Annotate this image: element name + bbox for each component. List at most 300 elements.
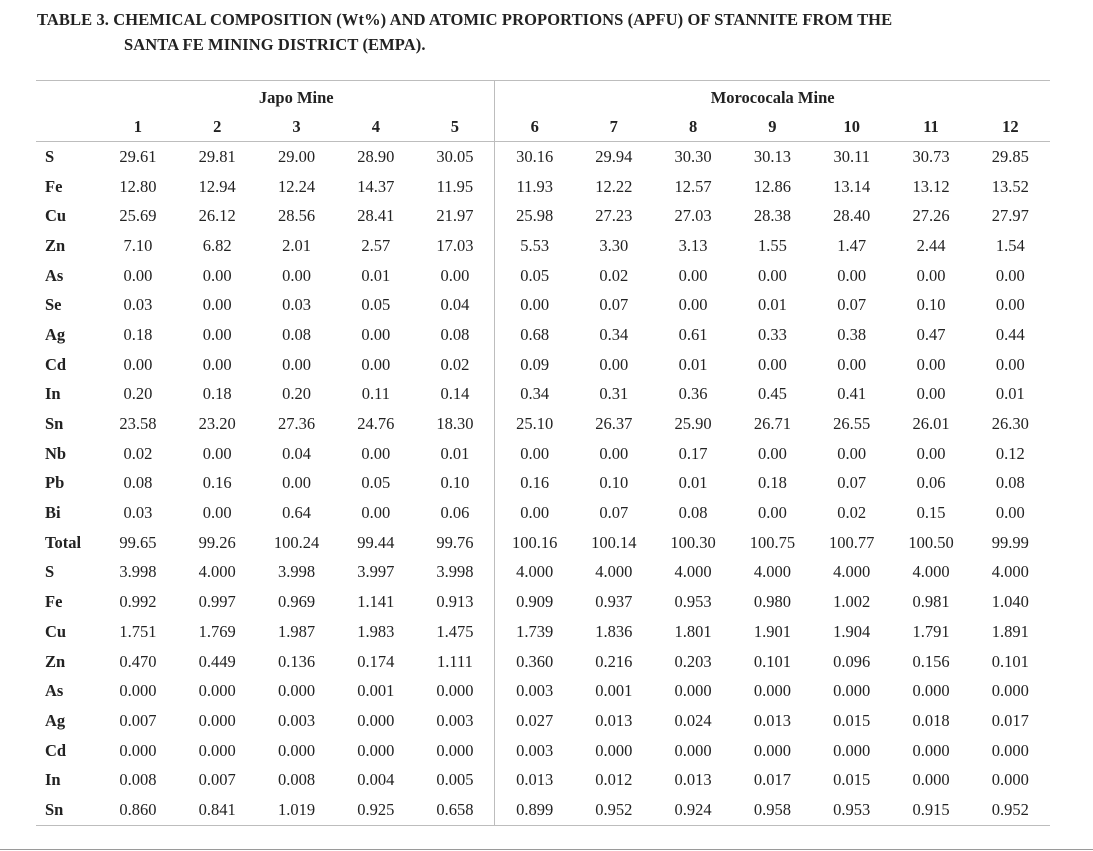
table-cell: 13.52	[991, 176, 1029, 196]
table-cell: 0.03	[282, 295, 311, 315]
table-cell: 0.16	[202, 473, 232, 493]
table-cell: 29.61	[119, 146, 157, 166]
table-cell: 0.00	[123, 354, 153, 374]
table-cell: 0.00	[916, 384, 946, 404]
table-cell: 0.953	[812, 795, 891, 825]
table-cell: 1.801	[674, 621, 712, 641]
table-row	[36, 469, 1050, 499]
table-cell: 0.00	[495, 498, 574, 528]
row-label: Fe	[45, 592, 63, 612]
table-cell: 27.03	[674, 206, 712, 226]
table-cell: 0.012	[595, 770, 633, 790]
table-cell: 1.019	[257, 795, 336, 825]
table-cell: 99.26	[198, 532, 236, 552]
table-row	[36, 231, 1050, 261]
table-cell: 12.22	[595, 176, 633, 196]
table-cell: 0.00	[757, 265, 787, 285]
row-label: Cd	[45, 354, 67, 374]
table-row	[36, 409, 1050, 439]
table-row	[36, 142, 1050, 172]
table-cell: 0.470	[119, 651, 157, 671]
group-header-japo: Japo Mine	[258, 87, 334, 107]
table-cell: 0.013	[495, 765, 574, 795]
table-cell: 99.99	[991, 532, 1029, 552]
table-cell: 30.13	[753, 146, 791, 166]
table-cell: 1.040	[991, 592, 1029, 612]
table-cell: 0.156	[912, 651, 950, 671]
table-cell: 1.54	[995, 235, 1025, 255]
table-cell: 0.02	[440, 354, 470, 374]
table-cell: 0.02	[837, 503, 867, 523]
table-row	[36, 647, 1050, 677]
table-cell: 26.55	[833, 414, 871, 434]
table-cell: 0.00	[495, 439, 574, 469]
table-cell: 4.000	[753, 562, 791, 582]
table-cell: 0.952	[971, 795, 1050, 825]
table-cell: 0.017	[991, 710, 1029, 730]
table-cell: 1.111	[436, 651, 473, 671]
table-cell: 1.002	[833, 592, 871, 612]
table-cell: 0.02	[123, 443, 153, 463]
table-cell: 0.68	[495, 320, 574, 350]
table-cell: 0.08	[123, 473, 153, 493]
table-cell: 0.00	[123, 265, 153, 285]
table-row	[36, 350, 1050, 380]
table-cell: 0.003	[495, 736, 574, 766]
row-label: S	[45, 146, 55, 166]
table-cell: 5.53	[495, 231, 574, 261]
table-cell: 1.791	[912, 621, 950, 641]
table-container	[36, 80, 1050, 826]
table-cell: 0.00	[995, 265, 1025, 285]
table-cell: 0.07	[599, 503, 629, 523]
row-label: Sn	[36, 795, 98, 825]
table-cell: 0.00	[995, 295, 1025, 315]
composition-table	[36, 80, 1050, 826]
table-cell: 0.10	[916, 295, 946, 315]
column-header: 7	[574, 112, 653, 142]
table-cell: 0.45	[757, 384, 787, 404]
table-cell: 0.41	[837, 384, 867, 404]
table-cell: 0.08	[995, 473, 1025, 493]
table-cell: 0.00	[202, 443, 232, 463]
table-cell: 28.40	[833, 206, 871, 226]
table-cell: 0.08	[440, 324, 470, 344]
table-cell: 0.013	[595, 710, 633, 730]
table-cell: 100.30	[670, 532, 716, 552]
table-cell: 2.44	[916, 235, 946, 255]
table-cell: 0.000	[991, 681, 1029, 701]
table-cell: 0.15	[916, 503, 946, 523]
table-cell: 0.00	[202, 265, 232, 285]
table-cell: 25.10	[495, 409, 574, 439]
table-cell: 2.57	[361, 235, 391, 255]
table-cell: 0.09	[495, 350, 574, 380]
column-header: 5	[415, 112, 494, 142]
table-cell: 1.141	[357, 592, 395, 612]
row-label: Ag	[45, 710, 66, 730]
table-cell: 0.03	[123, 295, 153, 315]
table-cell: 4.000	[595, 562, 633, 582]
table-cell: 0.007	[119, 710, 157, 730]
table-cell: 0.000	[357, 710, 395, 730]
table-cell: 0.34	[495, 380, 574, 410]
table-cell: 1.987	[277, 621, 316, 641]
table-cell: 7.10	[123, 235, 153, 255]
table-cell: 6.82	[202, 235, 232, 255]
table-cell: 3.997	[357, 562, 395, 582]
table-cell: 4.000	[674, 562, 712, 582]
table-cell: 0.05	[495, 261, 574, 291]
table-cell: 0.05	[361, 473, 391, 493]
table-cell: 0.007	[198, 770, 236, 790]
table-cell: 0.00	[440, 265, 470, 285]
table-cell: 0.027	[495, 706, 574, 736]
group-header-morococala: Morococala Mine	[495, 81, 1050, 112]
table-cell: 0.000	[753, 681, 791, 701]
table-cell: 26.37	[595, 414, 633, 434]
table-cell: 30.05	[436, 146, 474, 166]
table-cell: 100.14	[591, 532, 637, 552]
table-cell: 0.16	[495, 469, 574, 499]
table-cell: 0.00	[837, 443, 867, 463]
table-cell: 0.003	[495, 676, 574, 706]
table-row	[36, 558, 1050, 588]
table-cell: 0.34	[599, 324, 629, 344]
table-cell: 0.008	[277, 770, 316, 790]
table-cell: 1.751	[119, 621, 157, 641]
table-cell: 0.47	[916, 324, 946, 344]
table-cell: 0.31	[599, 384, 629, 404]
table-cell: 99.65	[119, 532, 157, 552]
table-cell: 24.76	[357, 414, 395, 434]
row-label: Bi	[45, 503, 61, 523]
column-header: 8	[653, 112, 732, 142]
table-cell: 4.000	[833, 562, 871, 582]
table-cell: 0.000	[119, 740, 157, 760]
column-header: 6	[495, 112, 574, 142]
table-cell: 12.57	[674, 176, 712, 196]
table-cell: 0.00	[599, 443, 629, 463]
table-cell: 0.005	[436, 770, 474, 790]
table-cell: 0.860	[98, 795, 177, 825]
table-row	[36, 765, 1050, 795]
table-cell: 0.000	[674, 740, 712, 760]
table-cell: 0.07	[599, 295, 629, 315]
table-cell: 3.998	[119, 562, 157, 582]
table-cell: 1.983	[357, 621, 395, 641]
table-cell: 29.85	[991, 146, 1029, 166]
table-cell: 0.980	[753, 592, 791, 612]
table-cell: 1.47	[837, 235, 867, 255]
table-cell: 0.000	[595, 740, 633, 760]
table-cell: 3.30	[599, 235, 629, 255]
table-cell: 26.71	[753, 414, 791, 434]
column-header: 3	[257, 112, 336, 142]
table-cell: 0.101	[991, 651, 1029, 671]
table-cell: 0.00	[282, 473, 311, 493]
column-header: 1	[98, 112, 177, 142]
row-label: In	[45, 770, 61, 790]
table-cell: 0.00	[599, 354, 629, 374]
table-cell: 0.00	[757, 503, 787, 523]
table-cell: 0.981	[912, 592, 950, 612]
row-label: Nb	[45, 443, 67, 463]
table-cell: 0.44	[995, 324, 1025, 344]
table-cell: 0.10	[440, 473, 470, 493]
table-cell: 0.915	[891, 795, 970, 825]
table-cell: 99.44	[357, 532, 395, 552]
table-cell: 30.11	[833, 146, 870, 166]
table-cell: 0.00	[757, 443, 787, 463]
group-header-blank	[36, 81, 98, 112]
table-cell: 0.06	[440, 503, 470, 523]
table-row	[36, 261, 1050, 291]
table-cell: 0.64	[282, 503, 311, 523]
table-cell: 0.08	[678, 503, 708, 523]
row-label: Cu	[45, 621, 67, 641]
row-label: Ag	[45, 324, 66, 344]
table-cell: 0.05	[361, 295, 391, 315]
table-cell: 0.913	[436, 592, 474, 612]
table-cell: 29.00	[277, 146, 316, 166]
table-cell: 0.06	[916, 473, 946, 493]
table-cell: 0.08	[282, 324, 311, 344]
table-row	[36, 380, 1050, 410]
table-cell: 0.000	[833, 681, 871, 701]
table-cell: 0.00	[361, 354, 391, 374]
table-cell: 26.30	[991, 414, 1029, 434]
table-cell: 27.97	[991, 206, 1029, 226]
caption-line-1: TABLE 3. CHEMICAL COMPOSITION (Wt%) AND ATOMIC PROPORTIONS (APFU) OF STANNITE FROM THE	[37, 10, 893, 29]
table-row	[36, 320, 1050, 350]
table-cell: 0.17	[678, 443, 708, 463]
table-row	[36, 201, 1050, 231]
table-cell: 0.018	[912, 710, 950, 730]
table-cell: 0.00	[202, 324, 232, 344]
table-cell: 0.001	[357, 681, 395, 701]
table-cell: 0.013	[753, 710, 791, 730]
table-row	[36, 617, 1050, 647]
table-cell: 0.00	[678, 265, 708, 285]
table-cell: 0.00	[916, 265, 946, 285]
table-cell: 0.01	[757, 295, 787, 315]
table-cell: 0.841	[178, 795, 257, 825]
table-cell: 99.76	[436, 532, 474, 552]
table-row	[36, 795, 1050, 825]
table-cell: 0.00	[282, 265, 311, 285]
table-cell: 0.00	[361, 324, 391, 344]
table-cell: 0.000	[912, 681, 950, 701]
table-cell: 0.000	[277, 681, 316, 701]
table-cell: 0.03	[123, 503, 153, 523]
table-cell: 1.904	[833, 621, 871, 641]
table-cell: 0.015	[833, 710, 871, 730]
table-cell: 27.36	[277, 414, 316, 434]
table-cell: 1.739	[495, 617, 574, 647]
table-cell: 0.203	[674, 651, 712, 671]
table-cell: 0.36	[678, 384, 708, 404]
table-cell: 4.000	[495, 558, 574, 588]
table-cell: 3.13	[678, 235, 708, 255]
table-cell: 0.953	[674, 592, 712, 612]
table-header	[36, 81, 1050, 142]
table-cell: 0.000	[833, 740, 871, 760]
column-header: 9	[733, 112, 812, 142]
table-cell: 4.000	[198, 562, 236, 582]
table-cell: 0.000	[436, 681, 474, 701]
table-row	[36, 172, 1050, 202]
table-cell: 0.449	[198, 651, 236, 671]
table-cell: 0.000	[198, 710, 236, 730]
table-cell: 0.00	[837, 354, 867, 374]
table-cell: 1.769	[198, 621, 236, 641]
table-cell: 23.20	[198, 414, 236, 434]
table-cell: 1.836	[595, 621, 633, 641]
table-cell: 0.38	[837, 324, 867, 344]
table-cell: 100.75	[749, 532, 796, 552]
row-label: As	[45, 681, 64, 701]
table-cell: 1.475	[436, 621, 474, 641]
table-cell: 13.12	[912, 176, 950, 196]
table-cell: 2.01	[282, 235, 311, 255]
table-cell: 17.03	[436, 235, 474, 255]
table-cell: 29.94	[595, 146, 633, 166]
table-cell: 0.00	[202, 295, 232, 315]
table-cell: 0.000	[753, 740, 791, 760]
column-header: 12	[971, 112, 1050, 142]
table-body	[36, 142, 1050, 826]
table-cell: 0.01	[678, 473, 708, 493]
table-cell: 0.952	[574, 795, 653, 825]
page-bottom-rule	[0, 849, 1093, 850]
table-cell: 0.174	[357, 651, 395, 671]
table-cell: 0.00	[678, 295, 708, 315]
table-cell: 0.004	[357, 770, 395, 790]
row-label: Zn	[45, 651, 66, 671]
table-cell: 0.07	[837, 473, 867, 493]
table-row	[36, 290, 1050, 320]
table-cell: 0.33	[757, 324, 787, 344]
group-header-row	[36, 81, 1050, 112]
table-cell: 0.00	[916, 354, 946, 374]
table-cell: 30.73	[912, 146, 950, 166]
table-cell: 0.20	[282, 384, 311, 404]
table-row	[36, 498, 1050, 528]
table-cell: 0.00	[282, 354, 311, 374]
table-cell: 100.16	[495, 528, 574, 558]
table-cell: 0.015	[833, 770, 871, 790]
table-cell: 0.01	[361, 265, 391, 285]
column-header-blank	[36, 112, 98, 142]
table-cell: 18.30	[436, 414, 474, 434]
row-label: In	[45, 384, 61, 404]
table-row	[36, 736, 1050, 766]
table-cell: 1.901	[753, 621, 791, 641]
table-cell: 28.38	[753, 206, 791, 226]
table-row	[36, 587, 1050, 617]
table-cell: 0.000	[912, 770, 950, 790]
table-cell: 13.14	[833, 176, 871, 196]
table-cell: 26.01	[912, 414, 950, 434]
table-cell: 0.00	[837, 265, 867, 285]
column-header-row	[36, 112, 1050, 142]
table-cell: 23.58	[119, 414, 157, 434]
table-cell: 0.01	[678, 354, 708, 374]
table-cell: 0.000	[119, 681, 157, 701]
row-label: Fe	[45, 176, 63, 196]
table-cell: 0.61	[678, 324, 708, 344]
table-cell: 0.003	[277, 710, 316, 730]
table-cell: 0.658	[415, 795, 494, 825]
table-cell: 0.20	[123, 384, 153, 404]
column-header: 2	[178, 112, 257, 142]
table-cell: 11.95	[436, 176, 474, 196]
table-cell: 12.94	[198, 176, 236, 196]
table-cell: 12.24	[277, 176, 316, 196]
table-row	[36, 528, 1050, 558]
table-cell: 0.11	[361, 384, 390, 404]
table-cell: 12.80	[119, 176, 157, 196]
table-cell: 0.00	[995, 503, 1025, 523]
column-header: 11	[891, 112, 970, 142]
table-cell: 0.136	[277, 651, 316, 671]
table-cell: 0.00	[495, 290, 574, 320]
table-cell: 0.024	[674, 710, 712, 730]
table-cell: 0.899	[495, 795, 574, 825]
table-cell: 25.69	[119, 206, 157, 226]
table-cell: 0.000	[991, 740, 1029, 760]
table-cell: 0.00	[361, 443, 391, 463]
table-cell: 0.000	[991, 770, 1029, 790]
row-label: Pb	[45, 473, 65, 493]
table-cell: 4.000	[991, 562, 1029, 582]
table-cell: 0.216	[595, 651, 633, 671]
table-cell: 25.98	[495, 201, 574, 231]
table-cell: 12.86	[753, 176, 791, 196]
table-cell: 0.101	[753, 651, 791, 671]
table-cell: 1.891	[991, 621, 1029, 641]
table-cell: 0.925	[336, 795, 415, 825]
table-row	[36, 706, 1050, 736]
row-label: S	[45, 562, 55, 582]
table-cell: 0.07	[837, 295, 867, 315]
table-cell: 27.23	[595, 206, 633, 226]
table-cell: 4.000	[912, 562, 950, 582]
row-label: Cu	[45, 206, 67, 226]
table-cell: 0.008	[119, 770, 157, 790]
table-cell: 0.000	[436, 740, 474, 760]
table-cell: 28.41	[357, 206, 395, 226]
table-cell: 0.909	[495, 587, 574, 617]
row-label: Cd	[45, 740, 67, 760]
table-cell: 0.18	[202, 384, 232, 404]
table-cell: 0.001	[595, 681, 633, 701]
table-cell: 0.18	[757, 473, 787, 493]
table-cell: 27.26	[912, 206, 950, 226]
table-cell: 14.37	[357, 176, 395, 196]
caption-line-2: SANTA FE MINING DISTRICT (EMPA).	[124, 35, 426, 54]
row-label: As	[45, 265, 64, 285]
table-cell: 100.50	[908, 532, 954, 552]
table-cell: 0.937	[595, 592, 633, 612]
table-cell: 100.77	[829, 532, 875, 552]
table-cell: 0.017	[753, 770, 791, 790]
table-cell: 28.90	[357, 146, 395, 166]
table-cell: 0.00	[757, 354, 787, 374]
table-cell: 0.992	[119, 592, 157, 612]
table-cell: 3.998	[277, 562, 316, 582]
